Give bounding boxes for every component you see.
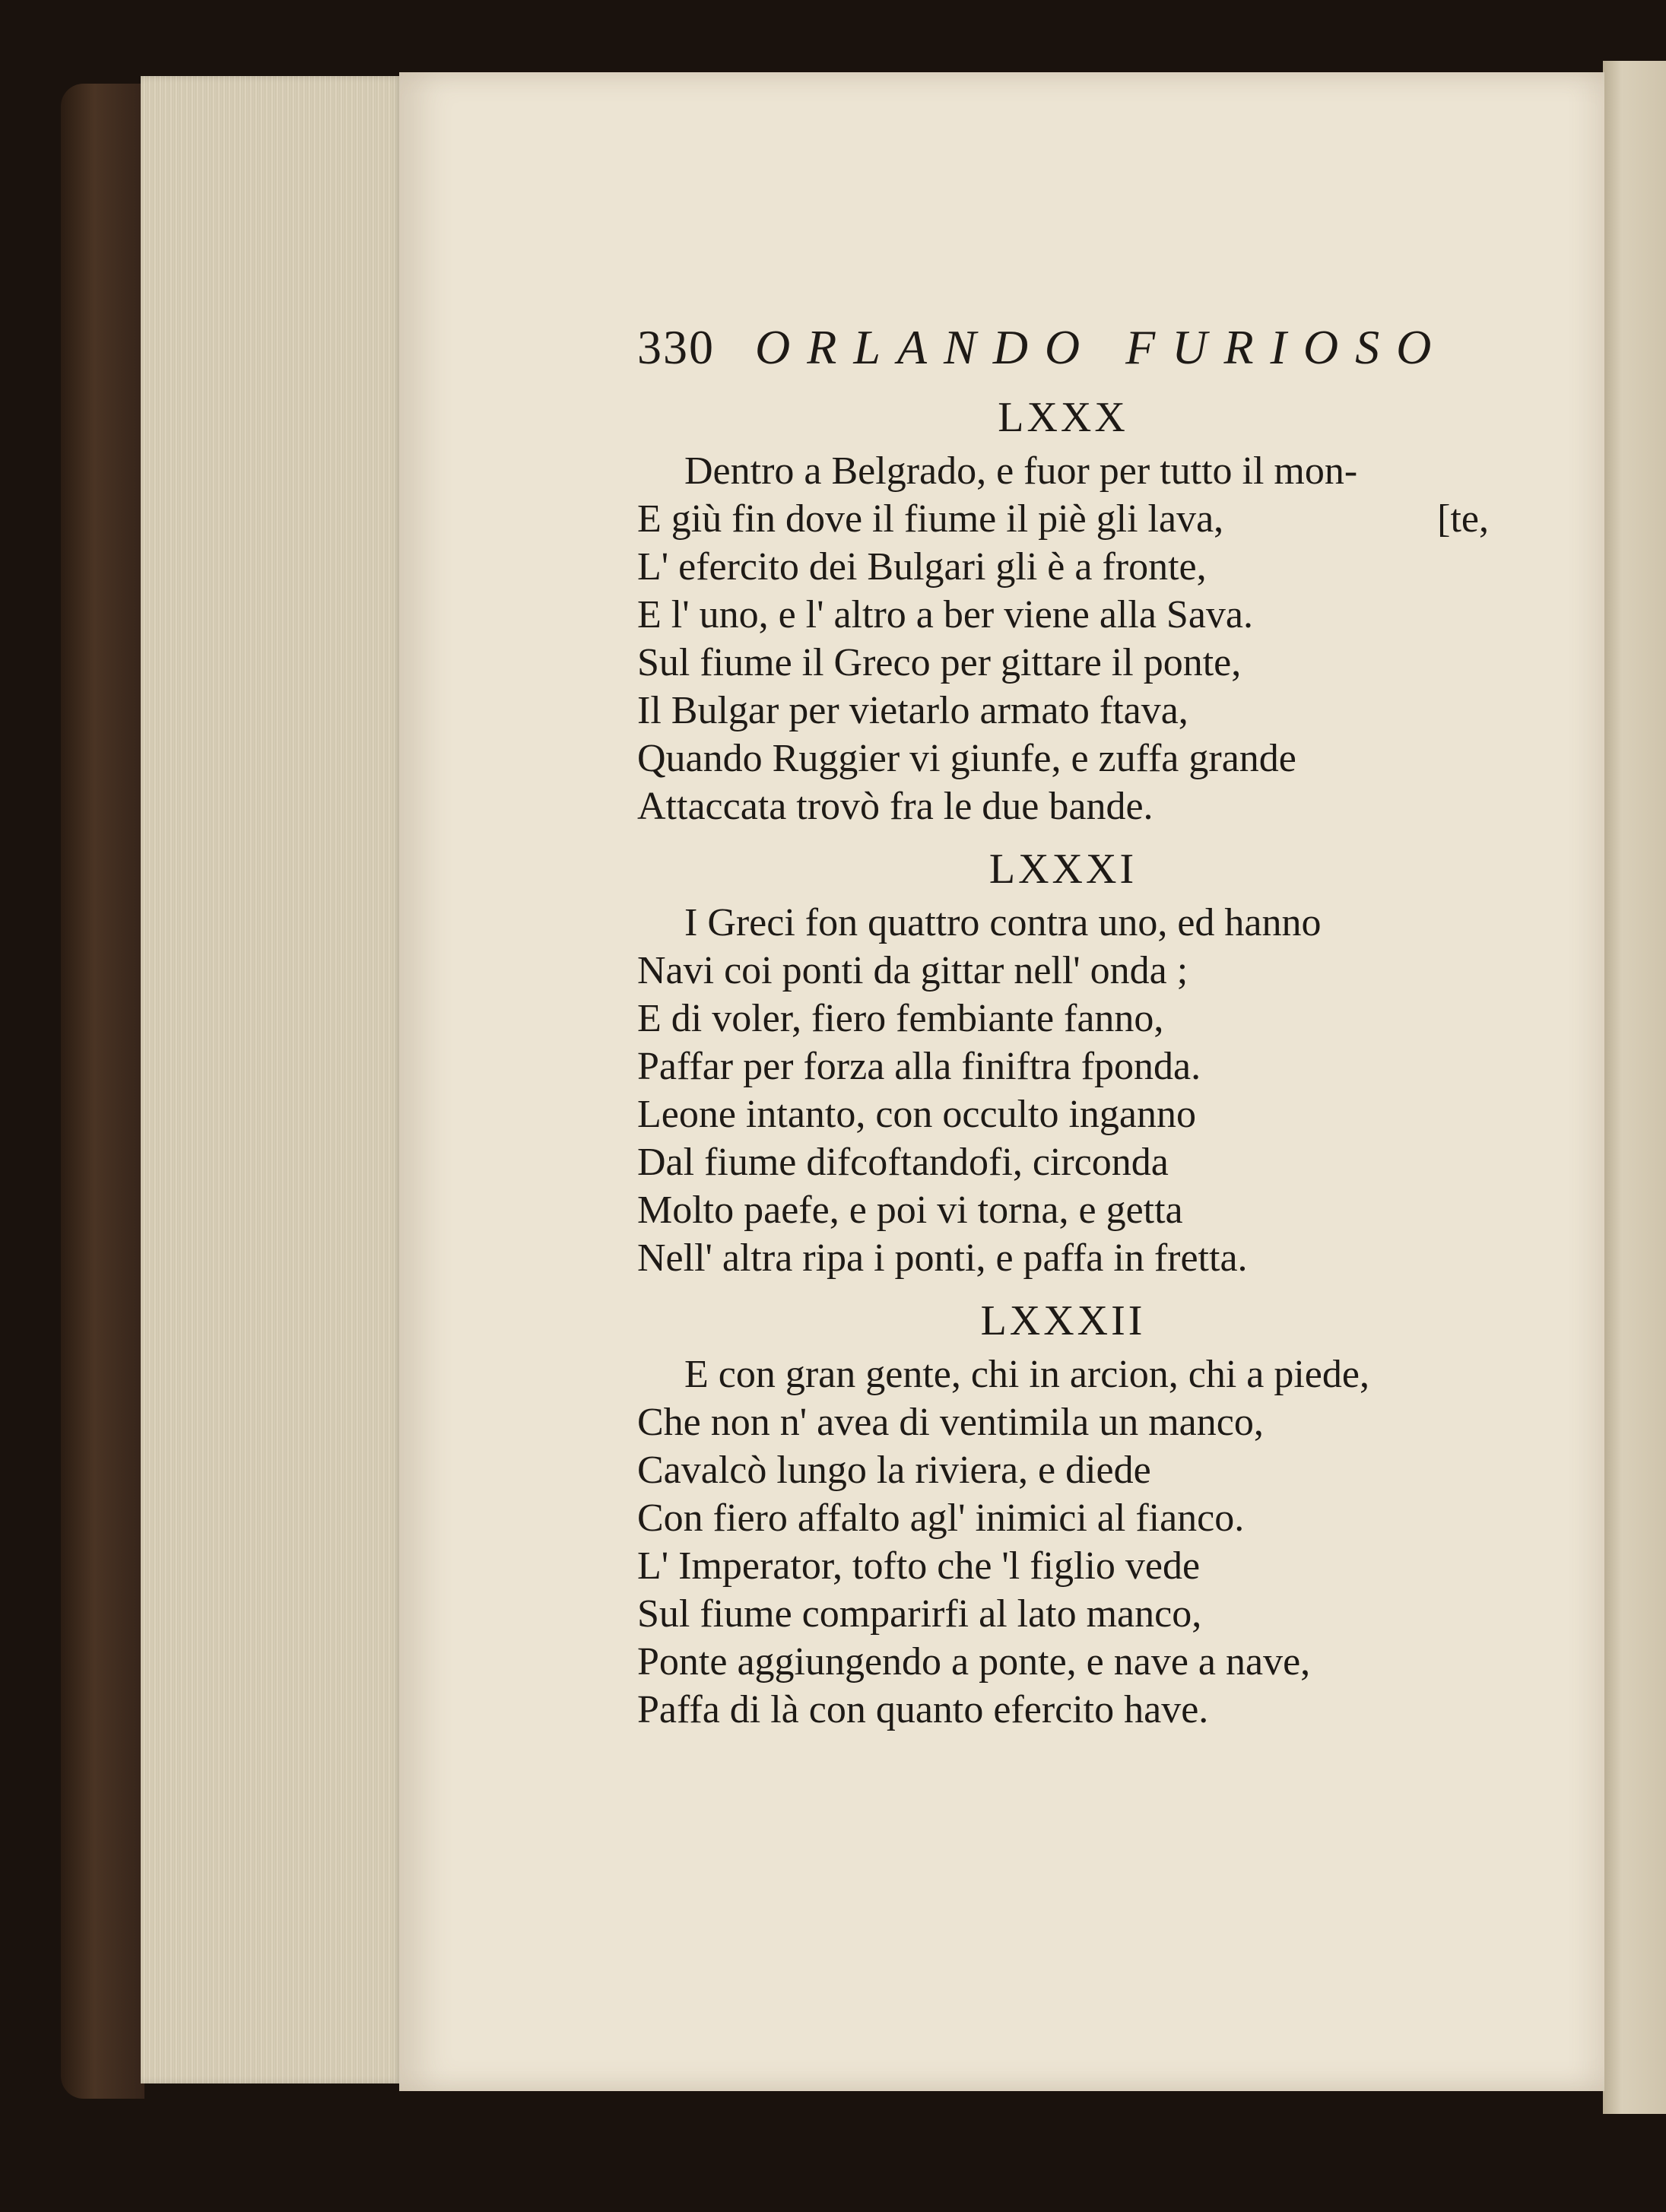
verse-line: E giù fin dove il fiume il piè gli lava, [te, [637, 495, 1489, 543]
stanza [637, 839, 1489, 1282]
verse-line: E l' uno, e l' altro a ber viene alla Sava. [637, 593, 1253, 636]
overflow-word: [te, [1437, 497, 1489, 541]
verse-line: L' efercito dei Bulgari gli è a fronte, [637, 545, 1207, 589]
book-cover-edge [61, 84, 144, 2099]
verse-line: Attaccata trovò fra le due bande. [637, 785, 1154, 828]
verse-line: Dentro a Belgrado, e fuor per tutto il mon- [684, 449, 1358, 493]
verse-line: E di voler, fiero fembiante fanno, [637, 997, 1164, 1040]
verse-line: Paffar per forza alla finiftra fponda. [637, 1045, 1201, 1088]
stanza-number: LXXX [998, 394, 1128, 441]
verse-line: Paffa di là con quanto efercito have. [637, 1688, 1209, 1731]
verse-line: Quando Ruggier vi giunfe, e zuffa grande [637, 737, 1296, 780]
stanza-number: LXXXI [988, 846, 1138, 893]
page-number: 330 [637, 320, 715, 374]
verse-line: Navi coi ponti da gittar nell' onda ; [637, 949, 1188, 992]
verse-line: Ponte aggiungendo a ponte, e nave a nave, [637, 1640, 1311, 1684]
verse-line: Molto paefe, e poi vi torna, e getta [637, 1189, 1183, 1232]
verse-line: Dal fiume difcoftandofi, circonda [637, 1141, 1169, 1184]
verse-line: Nell' altra ripa i ponti, e paffa in fretta. [637, 1236, 1248, 1280]
running-title: ORLANDO FURIOSO [755, 320, 1449, 374]
facing-page-edge [1603, 61, 1666, 2114]
verse-line: Leone intanto, con occulto inganno [637, 1093, 1197, 1136]
stanza [637, 1291, 1489, 1734]
page-header [637, 304, 1489, 388]
verse-line: Cavalcò lungo la riviera, e diede [637, 1449, 1151, 1492]
verse-line: I Greci fon quattro contra uno, ed hanno [684, 901, 1322, 944]
verse-line: Sul fiume comparirfi al lato manco, [637, 1592, 1202, 1636]
verse-line: Con fiero affalto agl' inimici al fianco. [637, 1496, 1245, 1540]
verse-line: Il Bulgar per vietarlo armato ftava, [637, 689, 1188, 732]
verse-line: L' Imperator, tofto che 'l figlio vede [637, 1544, 1201, 1588]
verse-line: Sul fiume il Greco per gittare il ponte, [637, 641, 1242, 684]
stanza [637, 388, 1489, 830]
page-text [637, 304, 1489, 1743]
stanza-number: LXXXII [980, 1297, 1146, 1344]
verse-line: Che non n' avea di ventimila un manco, [637, 1401, 1264, 1444]
page-block-edges [141, 76, 403, 2083]
verse-line: E con gran gente, chi in arcion, chi a piede, [684, 1353, 1369, 1396]
